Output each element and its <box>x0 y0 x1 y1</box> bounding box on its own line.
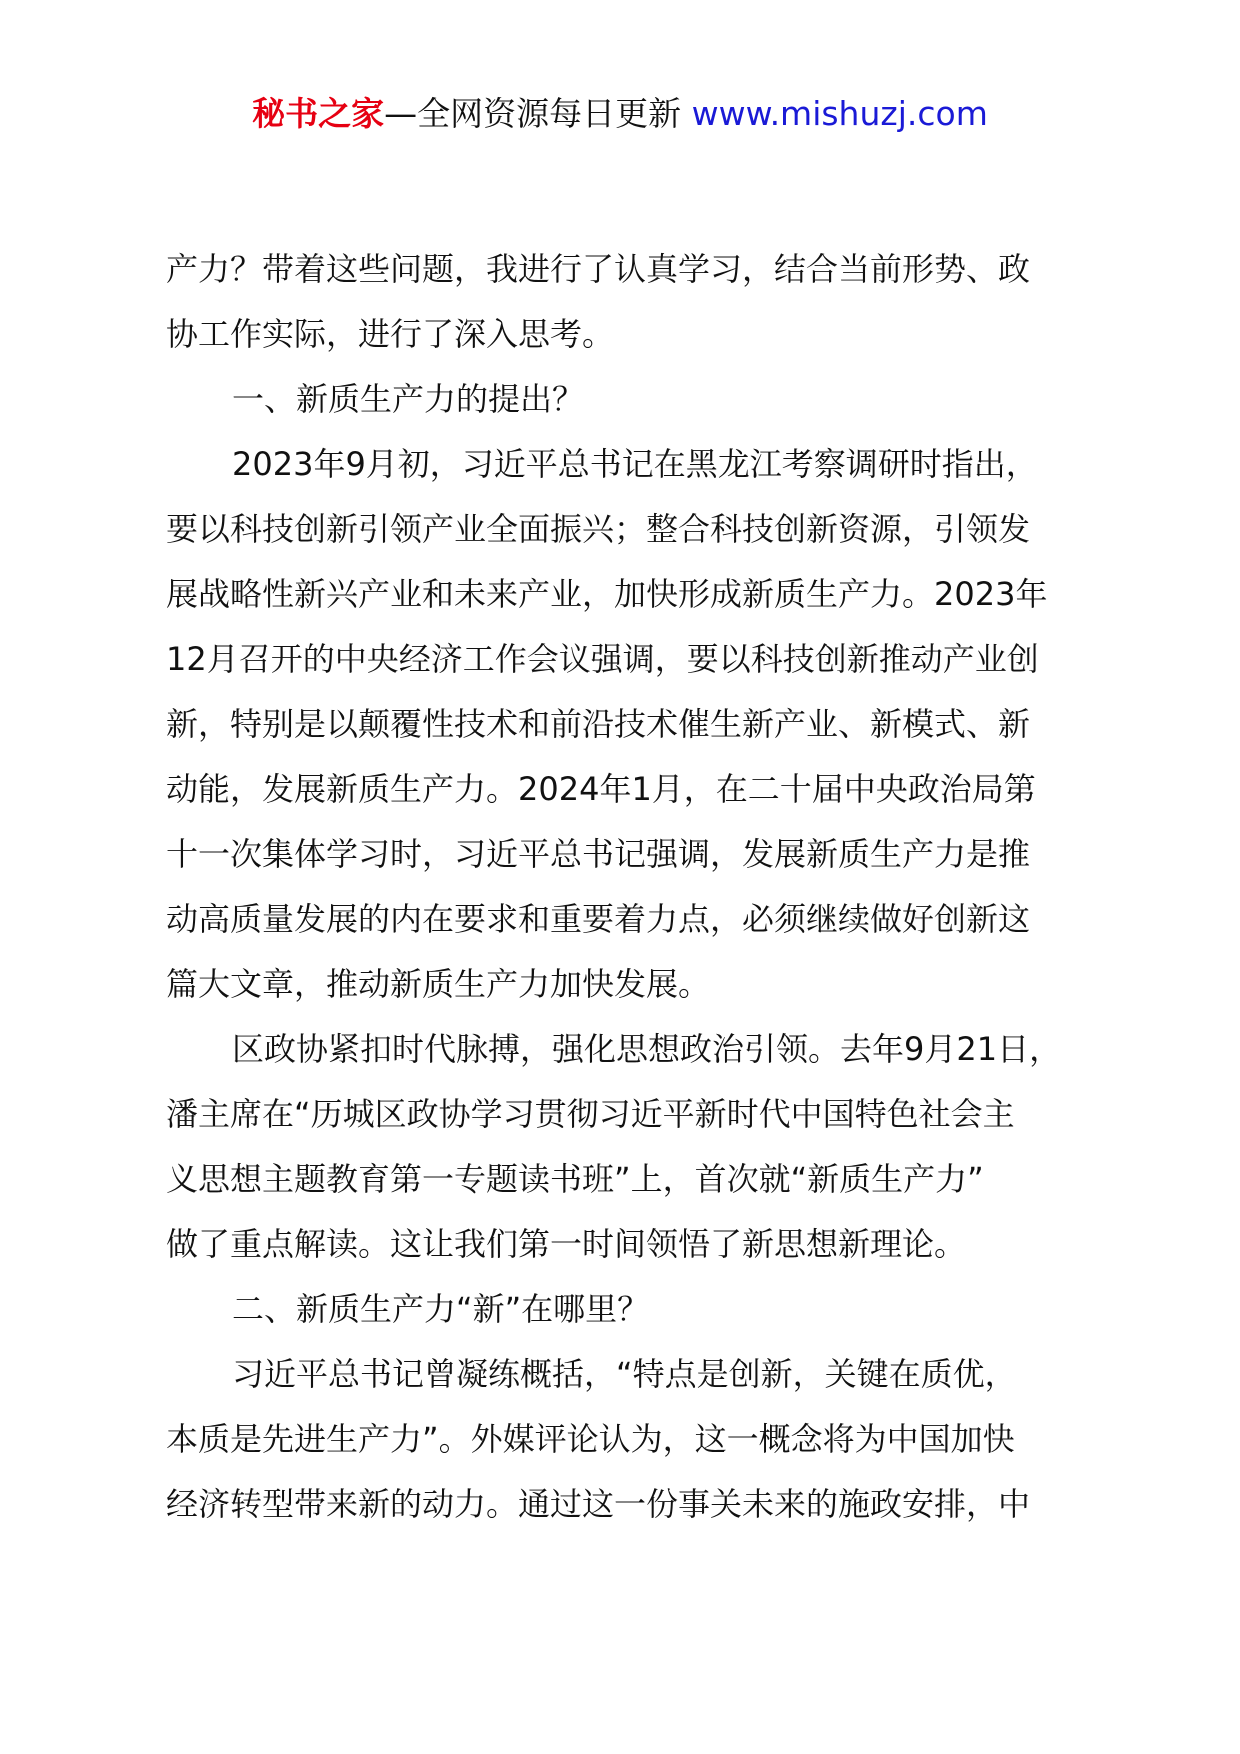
body-line: 动高质量发展的内在要求和重要着力点，必须继续做好创新这 <box>166 900 1031 938</box>
body-line: 12月召开的中央经济工作会议强调，要以科技创新推动产业创 <box>166 640 1039 678</box>
body-line: 要以科技创新引领产业全面振兴；整合科技创新资源，引领发 <box>166 510 1031 548</box>
body-line: 做了重点解读。这让我们第一时间领悟了新思想新理论。 <box>166 1225 967 1263</box>
body-line: 新，特别是以颠覆性技术和前沿技术催生新产业、新模式、新 <box>166 705 1031 743</box>
body-line: 动能，发展新质生产力。2024年1月，在二十届中央政治局第 <box>166 770 1036 808</box>
site-url-link[interactable]: www.mishuzj.com <box>691 94 988 133</box>
paragraph-start: 2023年9月初，习近平总书记在黑龙江考察调研时指出， <box>232 445 1038 483</box>
body-line: 产力？带着这些问题，我进行了认真学习，结合当前形势、政 <box>166 250 1031 288</box>
brand-name: 秘书之家 <box>252 94 385 133</box>
page-header <box>0 94 1240 134</box>
body-line: 十一次集体学习时，习近平总书记强调，发展新质生产力是推 <box>166 835 1031 873</box>
header-tagline: —全网资源每日更新 <box>384 94 692 133</box>
body-line: 展战略性新兴产业和未来产业，加快形成新质生产力。2023年 <box>166 575 1048 613</box>
paragraph-start: 习近平总书记曾凝练概括，“特点是创新，关键在质优， <box>232 1355 1017 1393</box>
body-line: 协工作实际，进行了深入思考。 <box>166 315 615 353</box>
section-heading-2: 二、新质生产力“新”在哪里？ <box>232 1290 650 1328</box>
body-line: 潘主席在“历城区政协学习贯彻习近平新时代中国特色社会主 <box>166 1095 1015 1133</box>
body-line: 篇大文章，推动新质生产力加快发展。 <box>166 965 711 1003</box>
body-line: 义思想主题教育第一专题读书班”上，首次就“新质生产力” <box>166 1160 984 1198</box>
document-body <box>166 237 1106 1537</box>
section-heading-1: 一、新质生产力的提出？ <box>232 380 585 418</box>
body-line: 经济转型带来新的动力。通过这一份事关未来的施政安排，中 <box>166 1485 1031 1523</box>
paragraph-start: 区政协紧扣时代脉搏，强化思想政治引领。去年9月21日， <box>232 1030 1062 1068</box>
body-line: 本质是先进生产力”。外媒评论认为，这一概念将为中国加快 <box>166 1420 1015 1458</box>
